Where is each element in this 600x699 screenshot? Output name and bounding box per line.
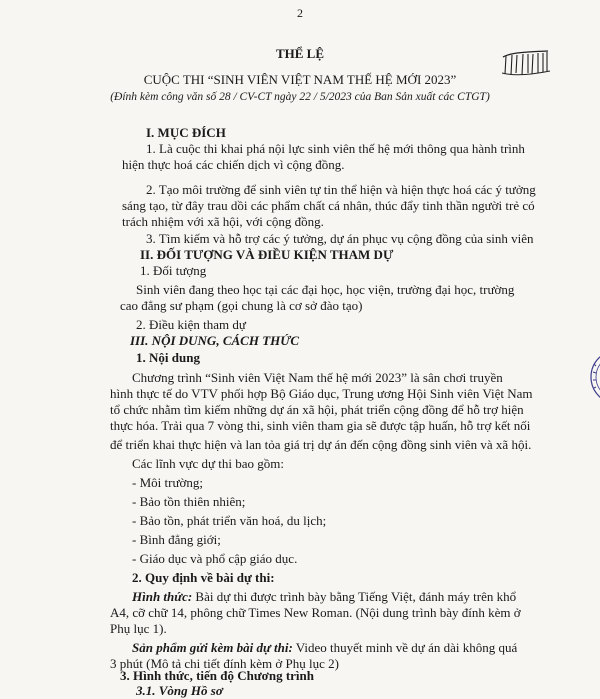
- section-3-sub1: 1. Nội dung: [136, 350, 200, 365]
- section-3-body-line5: để triển khai thực hiện và lan tỏa giá trị dự án đến cộng đồng sinh viên và xã hội.: [110, 437, 532, 452]
- form-text: Bài dự thi được trình bày bằng Tiếng Việt, đánh máy trên khổ: [192, 589, 517, 604]
- section-2-sub1: 1. Đối tượng: [140, 263, 207, 278]
- section-1-p2-line1: 2. Tạo môi trường để sinh viên tự tin thể hiện và hiện thực hoá các ý tưởng: [146, 182, 536, 197]
- field-item: - Giáo dục và phổ cập giáo dục.: [132, 551, 298, 566]
- section-3-body-line3: tổ chức nhằm tìm kiếm những dự án xã hội, phát triển cộng đồng để hỗ trợ hiện: [110, 402, 524, 417]
- section-3-sub3-1: 3.1. Vòng Hồ sơ: [136, 683, 223, 698]
- section-2-sub1-line2: cao đẳng sư phạm (gọi chung là cơ sở đào tạo): [120, 298, 363, 313]
- section-3-sub3: 3. Hình thức, tiến độ Chương trình: [120, 668, 315, 683]
- attachment-note: (Đính kèm công văn số 28 / CV-CT ngày 22 / 5/2023 của Ban Sản xuất các CTGT): [110, 91, 490, 103]
- fields-intro: Các lĩnh vực dự thi bao gồm:: [132, 456, 285, 471]
- section-3-body-line2: hình thực tế do VTV phối hợp Bộ Giáo dục, Trung ương Hội Sinh viên Việt Nam: [110, 386, 533, 401]
- section-1-p2-line2: sáng tạo, từ đây trau dồi các phẩm chất cá nhân, thúc đẩy tinh thần người trẻ có: [122, 198, 535, 213]
- product-text: Video thuyết minh về dự án dài không quá: [292, 640, 518, 655]
- section-3-body-line1: Chương trình “Sinh viên Việt Nam thế hệ mới 2023” là sân chơi truyền: [132, 370, 503, 385]
- page-number: 2: [297, 6, 303, 20]
- section-1-p3: 3. Tìm kiếm và hỗ trợ các ý tưởng, dự án phục vụ cộng đồng của sinh viên: [146, 231, 534, 246]
- form-line3: Phụ lục 1).: [110, 621, 167, 636]
- section-2-sub1-line1: Sinh viên đang theo học tại các đại học, học viện, trường đại học, trường: [136, 282, 515, 297]
- product-line2: 3 phút (Mô tả chi tiết đính kèm ở Phụ lục 2): [110, 656, 339, 671]
- section-1-heading: I. MỤC ĐÍCH: [146, 125, 226, 140]
- section-1-p2-line3: trách nhiệm với xã hội, với cộng đồng.: [122, 214, 324, 229]
- section-3-sub2: 2. Quy định về bài dự thi:: [132, 570, 275, 585]
- field-item: - Bình đẳng giới;: [132, 532, 221, 547]
- section-2-sub2: 2. Điều kiện tham dự: [136, 317, 246, 332]
- section-1-p1-line1: 1. Là cuộc thi khai phá nội lực sinh viên thế hệ mới thông qua hành trình: [146, 141, 525, 156]
- field-item: - Môi trường;: [132, 475, 203, 490]
- field-item: - Bảo tồn, phát triển văn hoá, du lịch;: [132, 513, 327, 528]
- form-line1: [132, 589, 516, 605]
- product-label: Sản phẩm gửi kèm bài dự thi:: [132, 640, 293, 655]
- product-line1: [132, 640, 517, 656]
- section-3-heading: III. NỘI DUNG, CÁCH THỨC: [130, 333, 299, 348]
- section-3-body-line4: thực hóa. Trải qua 7 vòng thi, sinh viên tham gia sẽ được tập huấn, hỗ trợ kết nối: [110, 418, 531, 433]
- form-line2: A4, cỡ chữ 14, phông chữ Times New Roman. (Nội dung trình bày đính kèm ở: [110, 605, 521, 620]
- section-1-p1-line2: hiện thực hoá các chiến dịch vì cộng đồng.: [122, 157, 345, 172]
- section-2-heading: II. ĐỐI TƯỢNG VÀ ĐIỀU KIỆN THAM DỰ: [140, 247, 394, 262]
- doc-title: THỂ LỆ: [275, 46, 325, 61]
- form-label: Hình thức:: [132, 589, 193, 604]
- field-item: - Bảo tồn thiên nhiên;: [132, 494, 246, 509]
- doc-subtitle: CUỘC THI “SINH VIÊN VIỆT NAM THẾ HỆ MỚI 2023”: [143, 72, 457, 87]
